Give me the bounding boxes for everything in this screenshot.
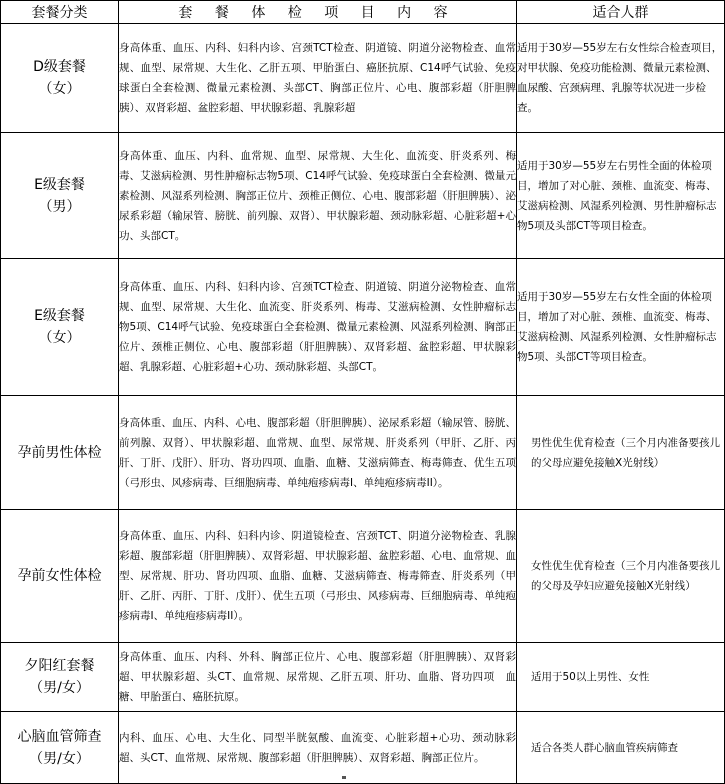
header-target-group: 适合人群: [517, 1, 725, 24]
package-name-line: 夕阳红套餐: [24, 658, 95, 674]
target-group: 男性优生优育检查（三个月内准备要孩儿的父母应避免接触X光射线）: [517, 396, 725, 510]
package-name-line: （男）: [38, 198, 81, 215]
table-row: [1, 643, 725, 712]
package-items: 身高体重、血压、内科、妇科内诊、宫颈TCT检查、阴道镜、阴道分泌物检查、血常规、血型、尿常规、大生化、乙肝五项、甲胎蛋白、癌胚抗原、C14呼气试验、免疫球蛋白全套检测、微量元素检测、头部CT、胸部正位片、心电、腹部彩超（肝胆脾胰）、双肾彩超、盆腔彩超、甲状腺彩超、乳腺彩超: [119, 24, 517, 133]
package-name-line: 心脑血管筛查: [17, 728, 102, 745]
package-name: [1, 712, 119, 784]
header-items: 套 餐 体 检 项 目 内 容: [119, 1, 517, 24]
package-name-line: 孕前男性体检: [17, 444, 102, 461]
table-row: [1, 396, 725, 510]
target-group: 女性优生优育检查（三个月内准备要孩儿的父母及孕妇应避免接触X光射线）: [517, 510, 725, 643]
package-name: [1, 133, 119, 259]
table-row: [1, 24, 725, 133]
package-name: [1, 24, 119, 133]
table-row: [1, 712, 725, 784]
package-name: [1, 510, 119, 643]
package-name: [1, 396, 119, 510]
header-category: 套餐分类: [1, 1, 119, 24]
target-group: 适用于50以上男性、女性: [517, 643, 725, 712]
target-group: 适合各类人群心脑血管疾病筛查: [517, 712, 725, 784]
target-group: 适用于30岁—55岁左右女性全面的体检项目，增加了对心脏、颈椎、血流变、梅毒、艾滋病检测、风湿系列检测、女性肿瘤标志物5项、头部CT等项目检查。: [517, 259, 725, 396]
package-items: 身高体重、血压、内科、妇科内诊、宫颈TCT检查、阴道镜、阴道分泌物检查、血常规、血型、尿常规、大生化、血流变、肝炎系列、梅毒、艾滋病检测、女性肿瘤标志物5项、C14呼气试验、免疫球蛋白全套检测、微量元素检测、风湿系列检测、胸部正位片、颈椎正侧位、心电、腹部彩超（肝胆脾胰）、双肾彩超、盆腔彩超、甲状腺彩超、乳腺彩超、心脏彩超+心功、颈动脉彩超、头部CT。: [119, 259, 517, 396]
package-name: [1, 643, 119, 712]
package-items: 身高体重、血压、内科、外科、胸部正位片、心电、腹部彩超（肝胆脾胰）、双肾彩超、甲状腺彩超、头CT、血常规、尿常规、乙肝五项、肝功、血脂、肾功四项 血糖、甲胎蛋白、癌胚抗原。: [119, 643, 517, 712]
target-group: 适用于30岁—55岁左右女性综合检查项目，对甲状腺、免疫功能检测、微量元素检测、血尿酸、宫颈病理、乳腺等状况进一步检查。: [517, 24, 725, 133]
table-header: [1, 1, 725, 24]
page-mark: [342, 776, 346, 779]
package-items: 身高体重、血压、内科、血常规、血型、尿常规、大生化、血流变、肝炎系列、梅毒、艾滋病检测、男性肿瘤标志物5项、C14呼气试验、免疫球蛋白全套检测、微量元素检测、风湿系列检测、胸部正位片、颈椎正侧位、心电、腹部彩超（肝胆脾胰）、泌尿系彩超（输尿管、膀胱、前列腺、双肾）、甲状腺彩超、颈动脉彩超、心脏彩超+心功、头部CT。: [119, 133, 517, 259]
table-row: [1, 510, 725, 643]
package-items: 内科、血压、心电、大生化、同型半胱氨酸、血流变、心脏彩超+心功、颈动脉彩超、头CT、血常规、尿常规、腹部彩超（肝胆脾胰）、双肾彩超、胸部正位片。: [119, 712, 517, 784]
package-name-line: 孕前女性体检: [17, 568, 102, 584]
package-name-line: （男/女）: [29, 680, 90, 696]
table-row: [1, 133, 725, 259]
package-name-line: D级套餐: [33, 59, 86, 75]
table-row: [1, 259, 725, 396]
package-name: [1, 259, 119, 396]
package-name-line: E级套餐: [34, 176, 85, 193]
table-body: [1, 24, 725, 784]
package-items: 身高体重、血压、内科、妇科内诊、阴道镜检查、宫颈TCT、阴道分泌物检查、乳腺彩超、腹部彩超（肝胆脾胰）、双肾彩超、甲状腺彩超、盆腔彩超、心电、血常规、血型、尿常规、肝功、肾功四项、血脂、血糖、艾滋病筛查、梅毒筛查、肝炎系列（甲肝、乙肝、丙肝、丁肝、戊肝）、优生五项（弓形虫、风疹病毒、巨细胞病毒、单纯疱疹病毒I、单纯疱疹病毒II）。: [119, 510, 517, 643]
target-group: 适用于30岁—55岁左右男性全面的体检项目，增加了对心脏、颈椎、血流变、梅毒、艾滋病检测、风湿系列检测、男性肿瘤标志物5项及头部CT等项目检查。: [517, 133, 725, 259]
package-items: 身高体重、血压、内科、心电、腹部彩超（肝胆脾胰）、泌尿系彩超（输尿管、膀胱、前列腺、双肾）、甲状腺彩超、血常规、血型、尿常规、肝炎系列（甲肝、乙肝、丙肝、丁肝、戊肝）、肝功、肾功四项、血脂、血糖、艾滋病筛查、梅毒筛查、优生五项（弓形虫、风疹病毒、巨细胞病毒、单纯疱疹病毒I、单纯疱疹病毒II）。: [119, 396, 517, 510]
package-name-line: （男/女）: [29, 750, 90, 767]
package-name-line: （女）: [38, 330, 81, 346]
package-name-line: E级套餐: [34, 308, 85, 324]
package-name-line: （女）: [38, 81, 81, 97]
